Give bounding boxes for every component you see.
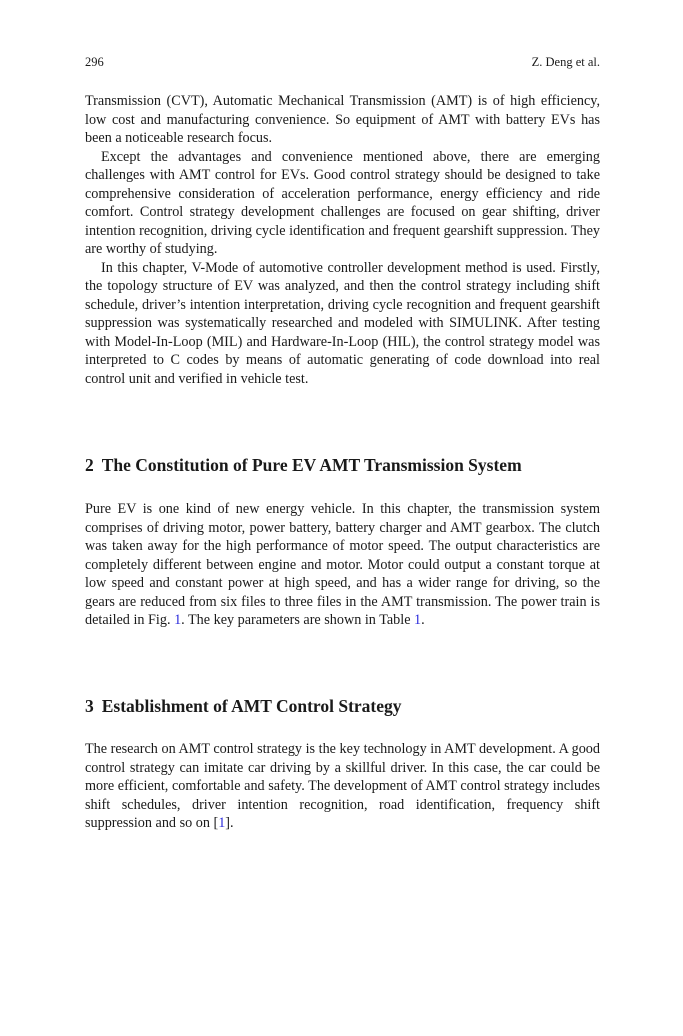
- section-2-text-b: . The key parameters are shown in Table: [181, 612, 415, 628]
- section-2-title: The Constitution of Pure EV AMT Transmission System: [101, 455, 522, 475]
- section-3: [85, 695, 600, 717]
- section-3-heading: [85, 695, 600, 717]
- section-2-text-a: Pure EV is one kind of new energy vehicle. In this chapter, the transmission system comprises of driving motor, power battery, battery charger and AMT gearbox. The clutch was taken away for the high performance of motor speed. The output characteristics are completely different between engine and motor. Motor could output a constant torque at low speed and constant power at high speed, and has a wider range for driving, so the gears are reduced from six files to three files in the AMT transmission. The power train is detailed in Fig.: [85, 501, 600, 628]
- running-header: [85, 55, 600, 71]
- intro-paragraph-3: In this chapter, V-Mode of automotive controller development method is used. Firstly, the topology structure of EV was analyzed, and then the control strategy including shift schedule, driver’s intention interpretation, driving cycle recognition and frequent gearshift suppression was systematically researched and modeled with SIMULINK. After testing with Model-In-Loop (MIL) and Hardware-In-Loop (HIL), the control strategy model was interpreted to C codes by means of automatic generating of code download into real control unit and verified in vehicle test.: [85, 259, 600, 387]
- page-number: 296: [85, 55, 104, 69]
- section-2-paragraph-1: [85, 500, 600, 630]
- figure-1-link[interactable]: 1: [174, 612, 182, 628]
- section-3-paragraph-1: [85, 740, 600, 833]
- table-1-link[interactable]: 1: [414, 612, 422, 628]
- intro-paragraph-1: Transmission (CVT), Automatic Mechanical Transmission (AMT) is of high efficiency, low cost and manufacturing convenience. So equipment of AMT with battery EVs has been a noticeable research focus.: [85, 93, 600, 146]
- section-3-text-a: The research on AMT control strategy is the key technology in AMT development. A good control strategy can imitate car driving by a skillful driver. In this case, the car could be more efficient, comfortable and safety. The development of AMT control strategy includes shift schedules, driver intention recognition, road identification, frequency shift suppression and so on [: [85, 741, 600, 831]
- section-2: [85, 454, 600, 476]
- section-3-text-b: ].: [225, 815, 234, 831]
- intro-section: [85, 92, 600, 388]
- section-2-heading: [85, 454, 600, 476]
- running-author: Z. Deng et al.: [531, 55, 600, 69]
- section-2-number: 2: [85, 455, 94, 475]
- section-3-body: [85, 740, 600, 833]
- section-2-body: [85, 500, 600, 630]
- citation-1-link[interactable]: 1: [218, 815, 226, 831]
- section-3-title: Establishment of AMT Control Strategy: [101, 696, 402, 716]
- section-2-text-c: .: [421, 612, 425, 628]
- section-3-number: 3: [85, 696, 94, 716]
- intro-paragraph-2: Except the advantages and convenience mentioned above, there are emerging challenges with AMT control for EVs. Good control strategy should be designed to take comprehensive consideration of acceleration performance, energy efficiency and ride comfort. Control strategy development challenges are focused on gear shifting, driver intention recognition, driving cycle identification and frequent gearshift suppression. They are worthy of studying.: [85, 148, 600, 257]
